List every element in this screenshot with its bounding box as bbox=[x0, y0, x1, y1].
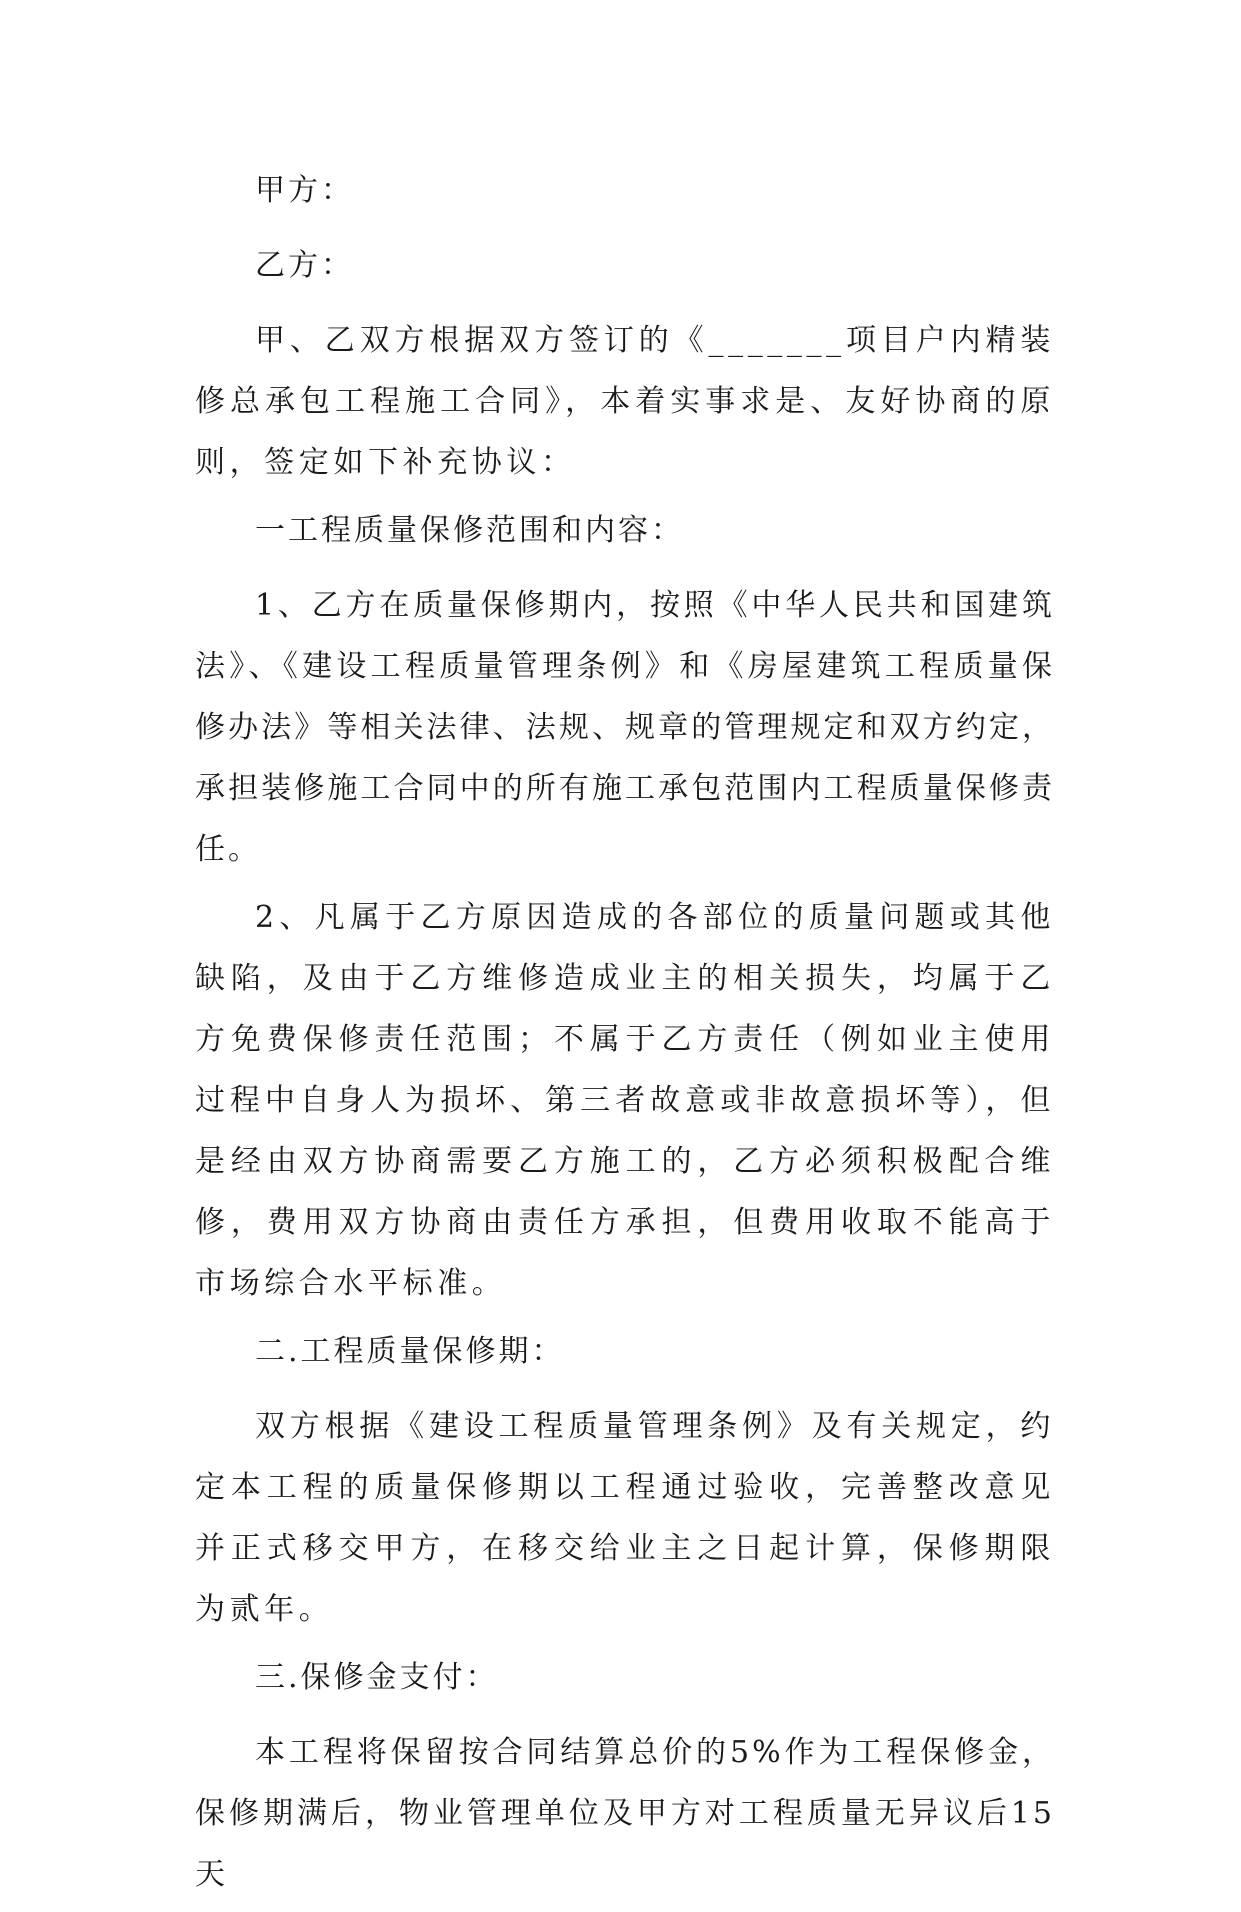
clause-paragraph: 2、凡属于乙方原因造成的各部位的质量问题或其他缺陷，及由于乙方维修造成业主的相关损失，均属于乙方免费保修责任范围；不属于乙方责任（例如业主使用过程中自身人为损坏、第三者故意或非故意损坏等），但是经由双方协商需要乙方施工的，乙方必须积极配合维修，费用双方协商由责任方承担，但费用收取不能高于市场综合水平标准。 bbox=[195, 900, 1055, 1301]
party-b-line: 乙方： bbox=[255, 248, 354, 283]
clause-paragraph: 双方根据《建设工程质量管理条例》及有关规定，约定本工程的质量保修期以工程通过验收，完善整改意见并正式移交甲方，在移交给业主之日起计算，保修期限为贰年。 bbox=[195, 1409, 1055, 1627]
section-heading-scope: 一工程质量保修范围和内容： bbox=[255, 513, 684, 548]
section-heading-warranty-period: 二.工程质量保修期： bbox=[255, 1334, 565, 1369]
document-body bbox=[195, 160, 1055, 1912]
clause-paragraph: 本工程将保留按合同结算总价的5%作为工程保修金，保修期满后，物业管理单位及甲方对工程质量无异议后15天 bbox=[195, 1735, 1055, 1892]
intro-paragraph: 甲、乙双方根据双方签订的《_______项目户内精装修总承包工程施工合同》，本着实事求是、友好协商的原则，签定如下补充协议： bbox=[195, 323, 1055, 480]
section-heading-payment: 三.保修金支付： bbox=[255, 1660, 499, 1695]
party-a-line: 甲方： bbox=[255, 173, 354, 208]
clause-paragraph: 1、乙方在质量保修期内，按照《中华人民共和国建筑法》、《建设工程质量管理条例》和《房屋建筑工程质量保修办法》等相关法律、法规、规章的管理规定和双方约定，承担装修施工合同中的所有施工承包范围内工程质量保修责任。 bbox=[195, 588, 1055, 867]
